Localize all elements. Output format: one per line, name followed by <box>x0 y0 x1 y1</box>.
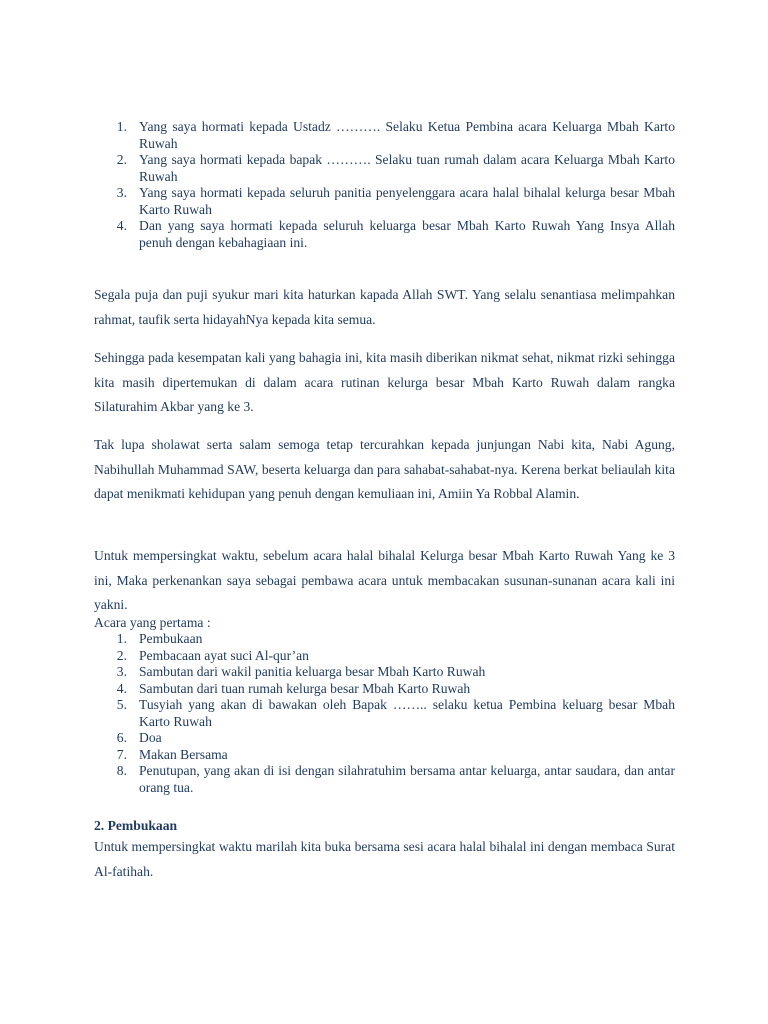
paragraph-praise: Segala puja dan puji syukur mari kita haturkan kapada Allah SWT. Yang selalu senantiasa melimpahkan rahmat, taufik serta hidayahNya kepada kita semua. <box>94 287 675 327</box>
agenda-text: Tusyiah yang akan di bawakan oleh Bapak …….. selaku ketua Pembina keluarg besar Mbah Karto Ruwah <box>139 697 675 729</box>
agenda-text: Makan Bersama <box>139 746 228 762</box>
greetings-list <box>94 119 675 251</box>
greeting-text: Yang saya hormati kepada bapak ………. Selaku tuan rumah dalam acara Keluarga Mbah Karto Ruwah <box>139 152 675 184</box>
greeting-text: Yang saya hormati kepada Ustadz ………. Selaku Ketua Pembina acara Keluarga Mbah Karto Ruwah <box>139 119 675 151</box>
list-item: 1. Yang saya hormati kepada Ustadz ………. Selaku Ketua Pembina acara Keluarga Mbah Karto Ruwah <box>116 119 675 151</box>
paragraph-gratitude: Sehingga pada kesempatan kali yang bahagia ini, kita masih diberikan nikmat sehat, nikmat rizki sehingga kita masih dipertemukan di dalam acara rutinan kelurga besar Mbah Karto Ruwah dalam rangka Silaturahim Akbar yang ke 3. <box>94 350 675 414</box>
agenda-text: Pembacaan ayat suci Al-qur’an <box>139 647 309 663</box>
agenda-list <box>94 631 675 796</box>
agenda-text: Doa <box>139 730 162 745</box>
section-heading: 2. Pembukaan <box>94 818 178 833</box>
greeting-text: Yang saya hormati kepada seluruh panitia penyelenggara acara halal bihalal kelurga besar Mbah Karto Ruwah <box>139 185 675 217</box>
list-item: 3. Sambutan dari wakil panitia keluarga besar Mbah Karto Ruwah <box>116 664 486 679</box>
list-item: 8. Penutupan, yang akan di isi dengan silahratuhim bersama antar keluarga, antar saudara, dan antar orang tua. <box>116 763 675 795</box>
paragraph-intro: Untuk mempersingkat waktu, sebelum acara halal bihalal Kelurga besar Mbah Karto Ruwah Yang ke 3 ini, Maka perkenankan saya sebagai pembawa acara untuk membacakan susunan-sunanan acara kali ini yakni. <box>94 548 675 612</box>
paragraph-opening: Untuk mempersingkat waktu marilah kita buka bersama sesi acara halal bihalal ini dengan membaca Surat Al-fatihah. <box>94 839 675 879</box>
list-item: 2. Pembacaan ayat suci Al-qur’an <box>116 647 309 663</box>
agenda-text: Pembukaan <box>139 631 203 646</box>
list-item: 4. Dan yang saya hormati kepada seluruh keluarga besar Mbah Karto Ruwah Yang Insya Allah penuh dengan kebahagiaan ini. <box>116 218 675 250</box>
agenda-intro: Acara yang pertama : <box>94 615 211 630</box>
list-item: 5. Tusyiah yang akan di bawakan oleh Bapak …….. selaku ketua Pembina keluarg besar Mbah Karto Ruwah <box>116 697 675 729</box>
agenda-text: Sambutan dari tuan rumah kelurga besar Mbah Karto Ruwah <box>139 680 471 696</box>
agenda-text: Penutupan, yang akan di isi dengan silahratuhim bersama antar keluarga, antar saudara, dan antar orang tua. <box>139 763 675 795</box>
list-item: 6. Doa <box>116 730 162 745</box>
list-item: 1. Pembukaan <box>116 631 203 646</box>
greeting-text: Dan yang saya hormati kepada seluruh keluarga besar Mbah Karto Ruwah Yang Insya Allah penuh dengan kebahagiaan ini. <box>139 218 675 250</box>
paragraph-sholawat: Tak lupa sholawat serta salam semoga tetap tercurahkan kepada junjungan Nabi kita, Nabi Agung, Nabihullah Muhammad SAW, beserta keluarga dan para sahabat-sahabat-nya. Kerena berkat beliaulah kita dapat menikmati kehidupan yang penuh dengan kemuliaan ini, Amiin Ya Robbal Alamin. <box>94 437 675 501</box>
list-item: 4. Sambutan dari tuan rumah kelurga besar Mbah Karto Ruwah <box>116 680 471 696</box>
list-item: 2. Yang saya hormati kepada bapak ………. Selaku tuan rumah dalam acara Keluarga Mbah Karto Ruwah <box>116 152 675 184</box>
agenda-text: Sambutan dari wakil panitia keluarga besar Mbah Karto Ruwah <box>139 664 486 679</box>
list-item: 3. Yang saya hormati kepada seluruh panitia penyelenggara acara halal bihalal kelurga besar Mbah Karto Ruwah <box>116 185 675 217</box>
list-item: 7. Makan Bersama <box>116 746 228 762</box>
